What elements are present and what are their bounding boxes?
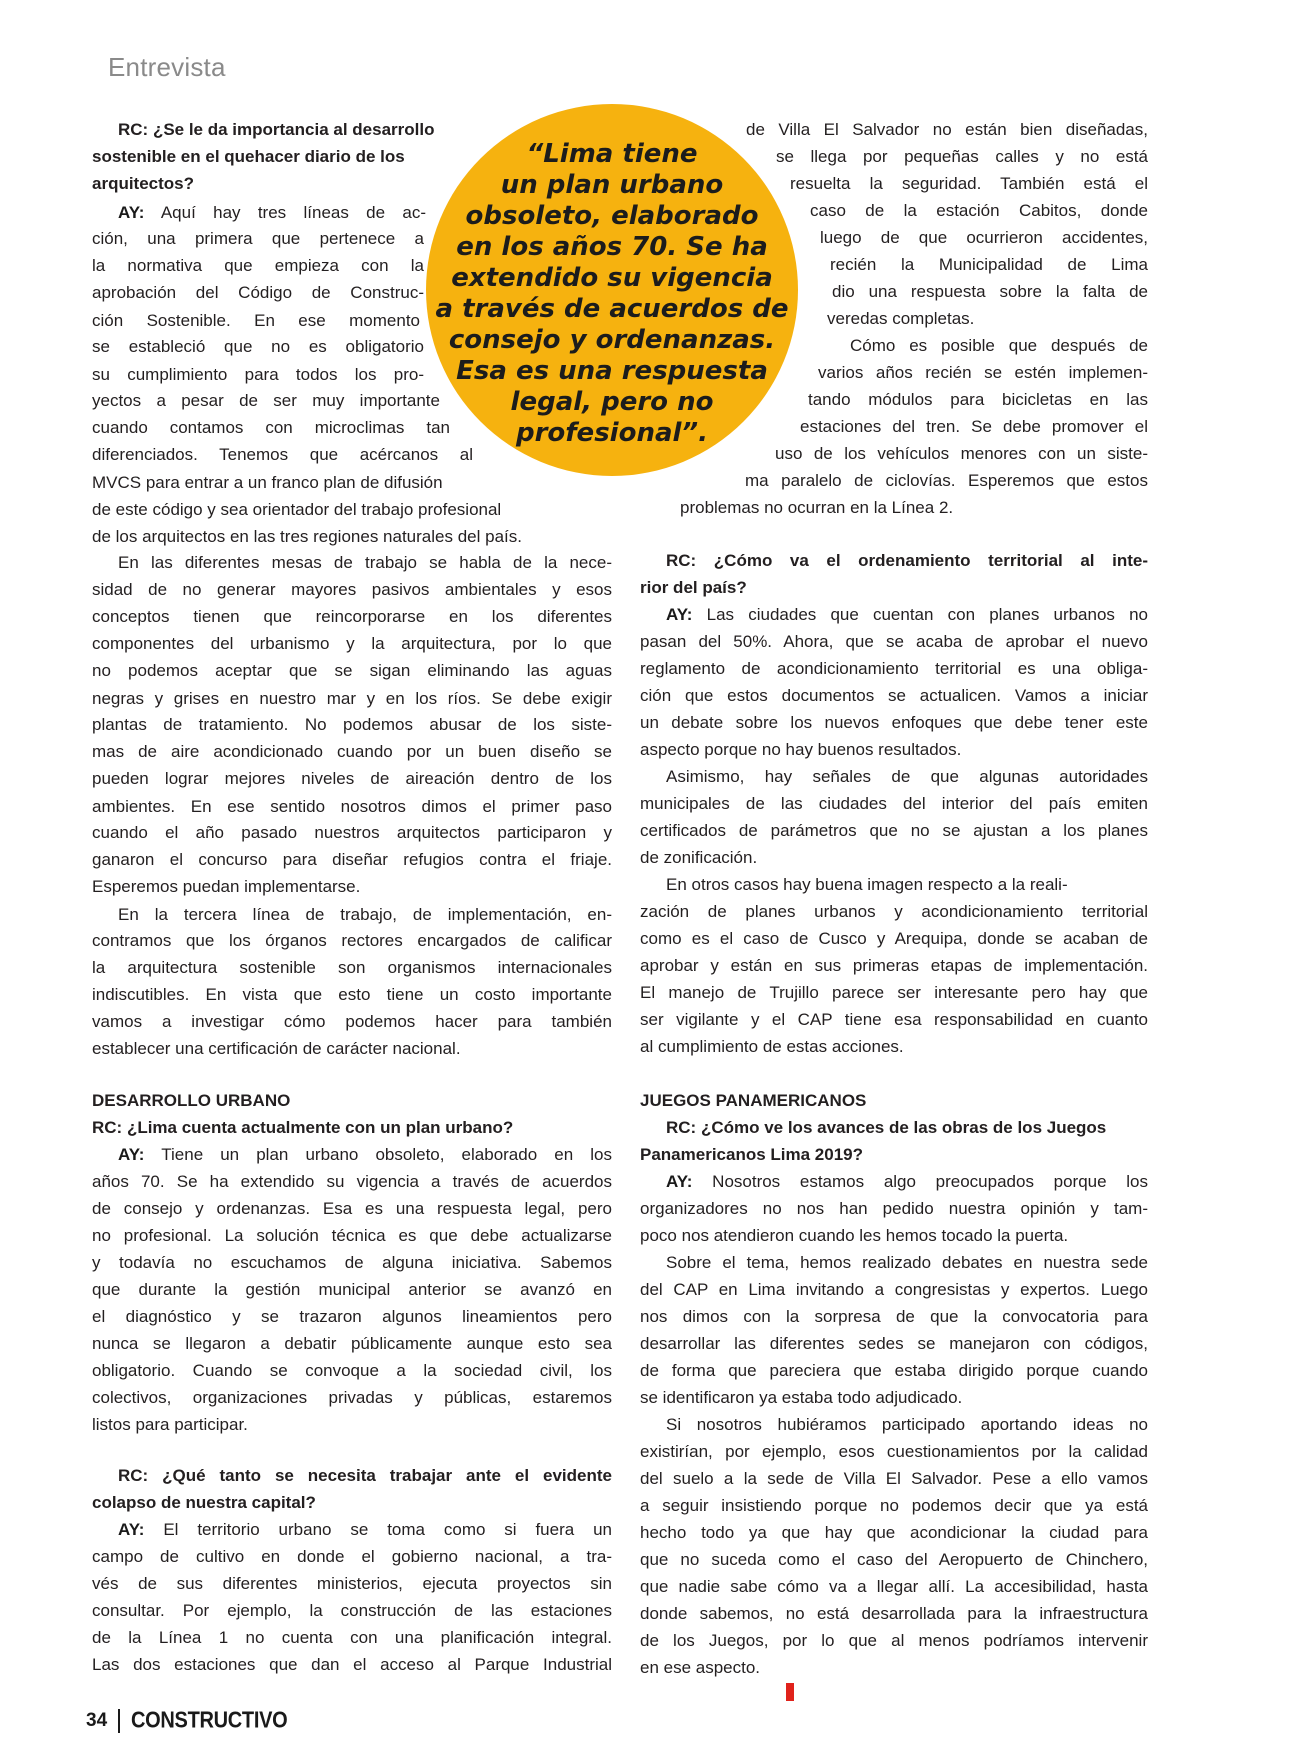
body-text-line: años 70. Se ha extendido su vigencia a través de acuerdos	[92, 1172, 612, 1191]
body-text-line: aprobación del Código de Construc-	[92, 283, 424, 302]
body-text-line: que durante la gestión municipal anterior se avanzó en	[92, 1280, 612, 1299]
body-text-line: del CAP en Lima invitando a congresistas y expertos. Luego	[640, 1280, 1148, 1299]
pull-quote-line: “Lima tiene	[526, 139, 698, 169]
body-text-line: negras y grises en nuestro mar y en los ríos. Se debe exigir	[92, 689, 612, 708]
body-text-line: que nadie sabe cómo va a llegar allí. La accesibilidad, hasta	[640, 1577, 1148, 1596]
body-text-line: se llega por pequeñas calles y no está	[776, 147, 1148, 166]
body-text-line: ción que estos documentos se actualicen. Vamos a iniciar	[640, 686, 1148, 705]
body-text-line: ganaron el concurso para diseñar refugios contra el friaje.	[92, 850, 612, 869]
body-text-line: pueden lograr mejores niveles de aireación dentro de los	[92, 769, 612, 788]
body-text-line: un debate sobre los nuevos enfoques que debe tener este	[640, 713, 1148, 732]
body-text-line: vés de sus diferentes ministerios, ejecuta proyectos sin	[92, 1574, 612, 1593]
body-text-line: cuando el año pasado nuestros arquitectos participaron y	[92, 823, 612, 842]
body-text-line: de la Línea 1 no cuenta con una planificación integral.	[92, 1628, 612, 1647]
body-text-line: que no suceda como el caso del Aeropuerto de Chinchero,	[640, 1550, 1148, 1569]
section-heading: JUEGOS PANAMERICANOS	[640, 1091, 867, 1110]
speaker-label: AY:	[666, 605, 693, 624]
body-text-line: a seguir insistiendo porque no podemos decir que ya está	[640, 1496, 1148, 1515]
interview-question-line: arquitectos?	[92, 174, 195, 193]
body-text-line: del suelo a la sede de Villa El Salvador. Pese a ello vamos	[640, 1469, 1148, 1488]
pull-quote-line: profesional”.	[515, 418, 709, 448]
body-text-line: Asimismo, hay señales de que algunas autoridades	[666, 767, 1148, 786]
body-text-line: de consejo y ordenanzas. Esa es una respuesta legal, pero	[92, 1199, 612, 1218]
body-text-line: varios años recién se estén implemen-	[818, 363, 1148, 382]
body-text-line: nunca se llegaron a debatir públicamente aunque esto sea	[92, 1334, 612, 1353]
speaker-label: AY:	[666, 1172, 693, 1191]
body-text-line: establecer una certificación de carácter nacional.	[92, 1039, 461, 1058]
body-text-line: Si nosotros hubiéramos participado aportando ideas no	[666, 1415, 1148, 1434]
body-text-line: obligatorio. Cuando se convoque a la sociedad civil, los	[92, 1361, 612, 1380]
body-text-line: no podemos aceptar que se sigan eliminando las aguas	[92, 661, 612, 680]
answer-text: Tiene un plan urbano obsoleto, elaborado en los	[144, 1145, 612, 1164]
body-text-line: Sobre el tema, hemos realizado debates en nuestra sede	[666, 1253, 1148, 1272]
section-heading: DESARROLLO URBANO	[92, 1091, 291, 1110]
body-text-line: aspecto porque no hay buenos resultados.	[640, 740, 962, 759]
pull-quote-line: legal, pero no	[510, 387, 714, 417]
body-text-line	[118, 203, 426, 223]
body-text-line: campo de cultivo en donde el gobierno nacional, a tra-	[92, 1547, 612, 1566]
body-text-line: ambientes. En ese sentido nosotros dimos el primer paso	[92, 797, 612, 816]
body-text-line: plantas de tratamiento. No podemos abusar de los siste-	[92, 715, 612, 734]
body-text-line	[666, 605, 1148, 625]
interview-question-line: sostenible en el quehacer diario de los	[92, 147, 405, 166]
body-text-line: El manejo de Trujillo parece ser interesante pero hay que	[640, 983, 1148, 1002]
body-text-line: uso de los vehículos menores con un siste-	[775, 444, 1148, 463]
answer-text: Aquí hay tres líneas de ac-	[144, 203, 426, 222]
page-number: 34	[86, 1710, 108, 1731]
body-text-line: al cumplimiento de estas acciones.	[640, 1037, 904, 1056]
interview-question-line: RC: ¿Lima cuenta actualmente con un plan urbano?	[92, 1118, 514, 1137]
body-text-line: y todavía no escuchamos de alguna iniciativa. Sabemos	[92, 1253, 612, 1272]
body-text-line: desarrollar las diferentes sedes se manejaron con códigos,	[640, 1334, 1148, 1353]
answer-text: El territorio urbano se toma como si fuera un	[144, 1520, 612, 1539]
body-text-line: se estableció que no es obligatorio	[92, 337, 424, 356]
body-text-line: yectos a pesar de ser muy importante	[92, 391, 440, 410]
answer-text: Las ciudades que cuentan con planes urbanos no	[692, 605, 1148, 624]
answer-text: Nosotros estamos algo preocupados porque los	[692, 1172, 1148, 1191]
pull-quote-line: Esa es una respuesta	[456, 356, 768, 386]
body-text-line: En otros casos hay buena imagen respecto a la reali-	[666, 875, 1068, 894]
speaker-label: AY:	[118, 203, 145, 222]
body-text-line: componentes del urbanismo y la arquitectura, por lo que	[92, 634, 612, 653]
body-text-line: consultar. Por ejemplo, la construcción de las estaciones	[92, 1601, 612, 1620]
body-text-line: zación de planes urbanos y acondicionamiento territorial	[640, 902, 1148, 921]
body-text-line: indiscutibles. En vista que esto tiene un costo importante	[92, 985, 612, 1004]
body-text-line: diferenciados. Tenemos que acércanos al	[92, 445, 473, 464]
body-text-line	[118, 1145, 612, 1165]
body-text-line: ción, una primera que pertenece a	[92, 229, 424, 248]
speaker-label: AY:	[118, 1145, 145, 1164]
interview-question-line: rior del país?	[640, 578, 747, 597]
body-text-line: su cumplimiento para todos los pro-	[92, 365, 424, 384]
interview-question-line: RC: ¿Qué tanto se necesita trabajar ante el evidente	[118, 1466, 612, 1485]
body-text-line: existirían, por ejemplo, esos cuestionamientos por la calidad	[640, 1442, 1148, 1461]
body-text-line: tando módulos para bicicletas en las	[808, 390, 1148, 409]
body-text-line: Esperemos puedan implementarse.	[92, 877, 361, 896]
body-text-line: de forma que pareciera que estaba dirigido porque cuando	[640, 1361, 1148, 1380]
body-text-line: de los Juegos, por lo que al menos podríamos intervenir	[640, 1631, 1148, 1650]
interview-question-line: Panamericanos Lima 2019?	[640, 1145, 864, 1164]
body-text-line: de los arquitectos en las tres regiones naturales del país.	[92, 527, 522, 546]
body-text-line: reglamento de acondicionamiento territorial es una obliga-	[640, 659, 1148, 678]
body-text-line: organizadores no nos han pedido nuestra opinión y tam-	[640, 1199, 1148, 1218]
body-text-line: Cómo es posible que después de	[850, 336, 1148, 355]
body-text-line: hecho todo ya que hay que acondicionar la ciudad para	[640, 1523, 1148, 1542]
body-text-line: conceptos tienen que reincorporarse en los diferentes	[92, 607, 612, 626]
body-text-line: no profesional. La solución técnica es que debe actualizarse	[92, 1226, 612, 1245]
body-text-line: se identificaron ya estaba todo adjudicado.	[640, 1388, 963, 1407]
body-text-line	[666, 1172, 1148, 1192]
body-text-line: mas de aire acondicionado cuando por un buen diseño se	[92, 742, 612, 761]
body-text-line: En la tercera línea de trabajo, de implementación, en-	[118, 905, 612, 924]
interview-question-line: RC: ¿Cómo ve los avances de las obras de los Juegos	[666, 1118, 1107, 1137]
body-text-line: la normativa que empieza con la	[92, 256, 424, 275]
body-text-line: municipales de las ciudades del interior del país emiten	[640, 794, 1148, 813]
pull-quote-line: en los años 70. Se ha	[456, 232, 768, 262]
body-text-line: nos dimos con la sorpresa de que la convocatoria para	[640, 1307, 1148, 1326]
body-text-line: estaciones del tren. Se debe promover el	[800, 417, 1148, 436]
body-text-line: pasan del 50%. Ahora, que se acaba de aprobar el nuevo	[640, 632, 1148, 651]
body-text-line: resuelta la seguridad. También está el	[790, 174, 1148, 193]
pull-quote-line: obsoleto, elaborado	[465, 201, 759, 231]
body-text-line: ser vigilante y el CAP tiene esa responsabilidad en cuanto	[640, 1010, 1148, 1029]
body-text-line: poco nos atendieron cuando les hemos tocado la puerta.	[640, 1226, 1069, 1245]
body-text-line: la arquitectura sostenible son organismos internacionales	[92, 958, 612, 977]
body-text-line: MVCS para entrar a un franco plan de difusión	[92, 473, 443, 492]
pull-quote-line: extendido su vigencia	[451, 263, 773, 293]
body-text-line: Las dos estaciones que dan el acceso al Parque Industrial	[92, 1655, 612, 1674]
magazine-name: CONSTRUCTIVO	[131, 1708, 288, 1734]
body-text-line: vamos a investigar cómo podemos hacer para también	[92, 1012, 612, 1031]
pull-quote-line: un plan urbano	[500, 170, 724, 200]
body-text-line: sidad de no generar mayores pasivos ambientales y esos	[92, 580, 612, 599]
body-text-line: veredas completas.	[827, 309, 975, 328]
body-text-line: recién la Municipalidad de Lima	[830, 255, 1148, 274]
body-text-line: luego de que ocurrieron accidentes,	[820, 228, 1148, 247]
speaker-label: AY:	[118, 1520, 145, 1539]
body-text-line	[118, 1520, 612, 1540]
interview-question-line: colapso de nuestra capital?	[92, 1493, 316, 1512]
body-text-line: de este código y sea orientador del trabajo profesional	[92, 500, 502, 519]
body-text-line: cuando contamos con microclimas tan	[92, 418, 450, 437]
body-text-line: ma paralelo de ciclovías. Esperemos que estos	[745, 471, 1148, 490]
body-text-line: certificados de parámetros que no se ajustan a los planes	[640, 821, 1148, 840]
interview-question-line: RC: ¿Cómo va el ordenamiento territorial al inte-	[666, 551, 1148, 570]
interview-question-line: RC: ¿Se le da importancia al desarrollo	[118, 120, 435, 139]
end-of-article-mark	[786, 1683, 794, 1701]
body-text-line: problemas no ocurran en la Línea 2.	[680, 498, 954, 517]
body-text-line: dio una respuesta sobre la falta de	[832, 282, 1148, 301]
body-text-line: como es el caso de Cusco y Arequipa, donde se acaban de	[640, 929, 1148, 948]
body-text-line: en ese aspecto.	[640, 1658, 761, 1677]
pull-quote-line: consejo y ordenanzas.	[448, 325, 776, 355]
body-text-line: contramos que los órganos rectores encargados de calificar	[92, 931, 612, 950]
body-text-line: ción Sostenible. En ese momento	[92, 311, 420, 330]
body-text-line: de Villa El Salvador no están bien diseñadas,	[746, 120, 1148, 139]
body-text-line: donde sabemos, no está desarrollada para la infraestructura	[640, 1604, 1148, 1623]
body-text-line: el diagnóstico y se trazaron algunos lineamientos pero	[92, 1307, 612, 1326]
footer-divider	[118, 1709, 120, 1733]
section-label: Entrevista	[108, 52, 226, 82]
body-text-line: En las diferentes mesas de trabajo se habla de la nece-	[118, 553, 612, 572]
body-text-line: listos para participar.	[92, 1415, 248, 1434]
body-text-line: de zonificación.	[640, 848, 758, 867]
pull-quote-line: a través de acuerdos de	[435, 294, 789, 324]
body-text-line: caso de la estación Cabitos, donde	[810, 201, 1148, 220]
body-text-line: aprobar y están en sus primeras etapas de implementación.	[640, 956, 1148, 975]
body-text-line: colectivos, organizaciones privadas y públicas, estaremos	[92, 1388, 612, 1407]
